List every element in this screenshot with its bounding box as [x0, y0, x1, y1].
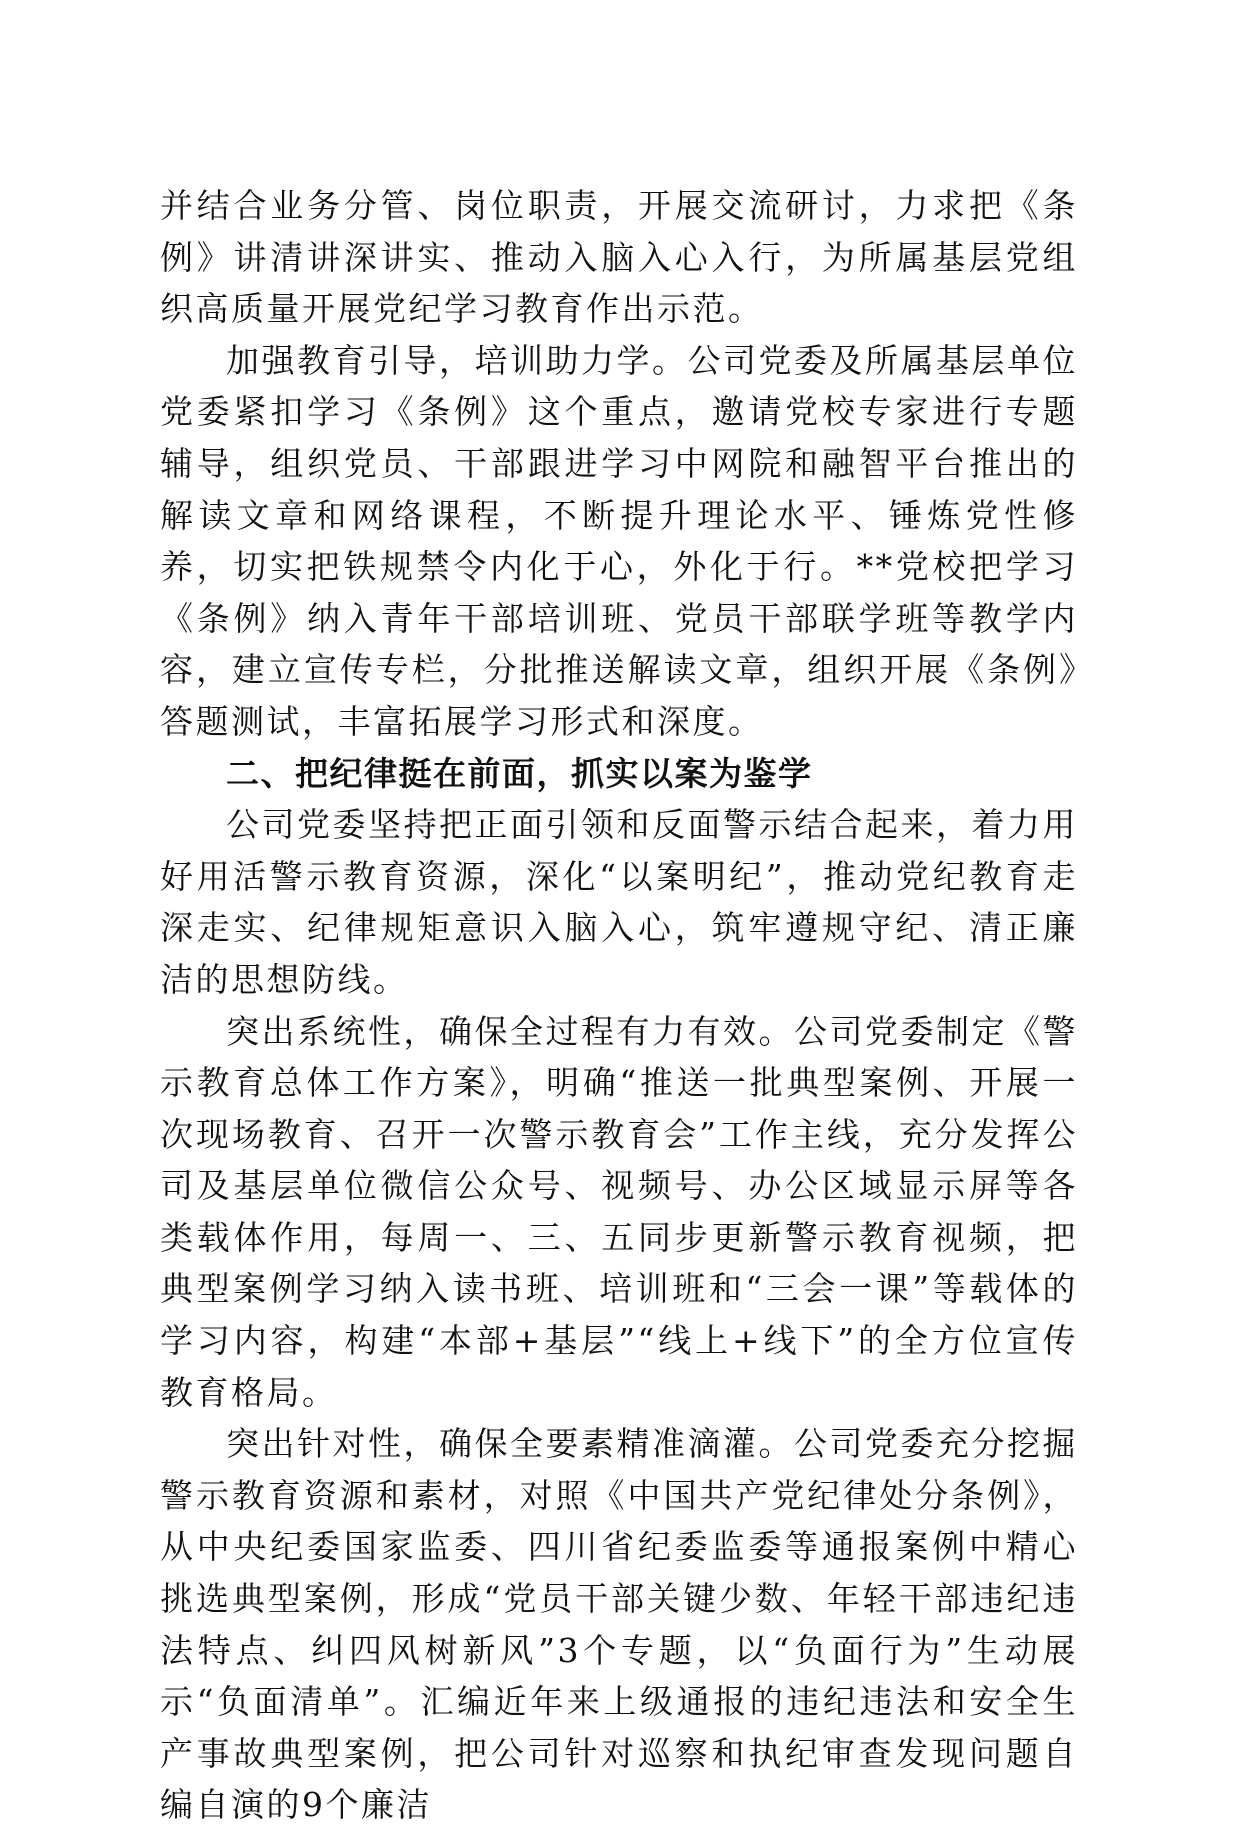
paragraph-targeted: 突出针对性，确保全要素精准滴灌。公司党委充分挖掘警示教育资源和素材，对照《中国共产党纪律处分条例》，从中央纪委国家监委、四川省纪委监委等通报案例中精心挑选典型案例，形成“党员干部关键少数、年轻干部违纪违法特点、纠四风树新风”3个专题，以“负面行为”生动展示“负面清单”。汇编近年来上级通报的违纪违法和安全生产事故典型案例，把公司针对巡察和执纪审查发现问题自编自演的9个廉洁 [160, 1424, 1078, 1825]
paragraph-systematic: 突出系统性，确保全过程有力有效。公司党委制定《警示教育总体工作方案》，明确“推送一批典型案例、开展一次现场教育、召开一次警示教育会”工作主线，充分发挥公司及基层单位微信公众号、视频号、办公区域显示屏等各类载体作用，每周一、三、五同步更新警示教育视频，把典型案例学习纳入读书班、培训班和“三会一课”等载体的学习内容，构建“本部+基层”“线上+线下”的全方位宣传教育格局。 [160, 1011, 1078, 1412]
document-page [160, 180, 1078, 1831]
paragraph-section-intro: 公司党委坚持把正面引领和反面警示结合起来，着力用好用活警示教育资源，深化“以案明纪”，推动党纪教育走深走实、纪律规矩意识入脑入心，筑牢遵规守纪、清正廉洁的思想防线。 [160, 805, 1078, 999]
paragraph-education-guidance: 加强教育引导，培训助力学。公司党委及所属基层单位党委紧扣学习《条例》这个重点，邀请党校专家进行专题辅导，组织党员、干部跟进学习中网院和融智平台推出的解读文章和网络课程，不断提升理论水平、锤炼党性修养，切实把铁规禁令内化于心，外化于行。**党校把学习《条例》纳入青年干部培训班、党员干部联学班等教学内容，建立宣传专栏，分批推送解读文章，组织开展《条例》答题测试，丰富拓展学习形式和深度。 [160, 340, 1078, 741]
section-heading-2: 二、把纪律挺在前面，抓实以案为鉴学 [226, 753, 813, 793]
paragraph-continued: 并结合业务分管、岗位职责，开展交流研讨，力求把《条例》讲清讲深讲实、推动入脑入心入行，为所属基层党组织高质量开展党纪学习教育作出示范。 [160, 186, 1078, 329]
